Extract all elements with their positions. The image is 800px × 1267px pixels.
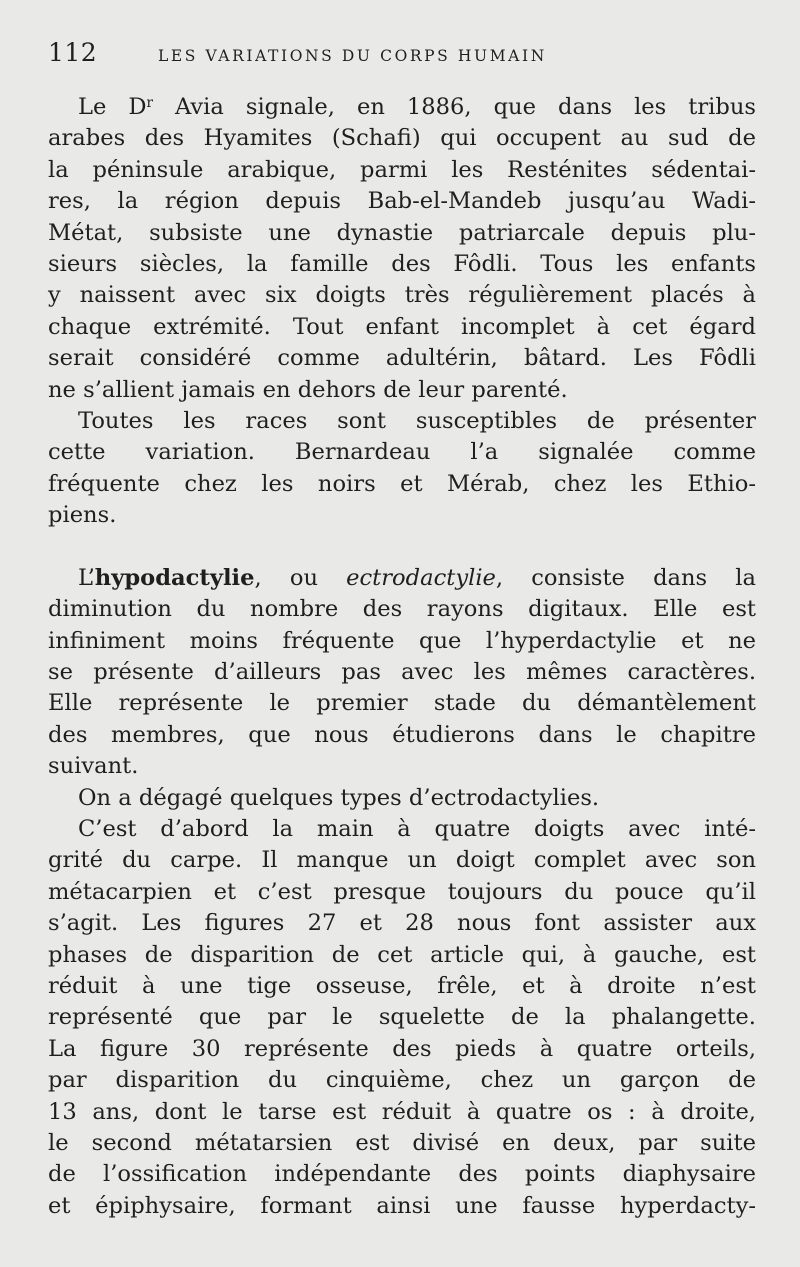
text-line: cette variation. Bernardeau l’a signalée comme bbox=[48, 439, 756, 466]
text-line: Toutes les races sont susceptibles de présenter bbox=[78, 408, 756, 435]
text-line: de l’ossification indépendante des points diaphysaire bbox=[48, 1161, 756, 1188]
text-line: suivant. bbox=[48, 753, 139, 780]
text-line: y naissent avec six doigts très régulièrement placés à bbox=[48, 282, 756, 309]
text-line: fréquente chez les noirs et Mérab, chez les Ethio- bbox=[48, 470, 756, 497]
lead-text: L’ bbox=[78, 564, 95, 591]
running-title: LES VARIATIONS DU CORPS HUMAIN bbox=[158, 47, 547, 65]
text-line: réduit à une tige osseuse, frêle, et à droite n’est bbox=[48, 972, 756, 999]
body-text bbox=[48, 92, 756, 1222]
term-hypodactylie: hypodactylie bbox=[94, 564, 255, 591]
page-header bbox=[48, 38, 756, 78]
paragraph-1 bbox=[48, 92, 756, 123]
text-line: On a dégagé quelques types d’ectrodactylies. bbox=[78, 784, 600, 811]
text-line: la péninsule arabique, parmi les Resténites sédentai- bbox=[48, 156, 756, 183]
text-line: par disparition du cinquième, chez un garçon de bbox=[48, 1067, 756, 1094]
paragraph-4 bbox=[48, 783, 756, 814]
text-line: et épiphysaire, formant ainsi une fausse hyperdacty- bbox=[48, 1192, 756, 1219]
paragraph-2 bbox=[48, 406, 756, 437]
text-line: piens. bbox=[48, 502, 117, 529]
text-line: arabes des Hyamites (Schafi) qui occupent au sud de bbox=[48, 125, 756, 152]
text-segment: , consiste dans la bbox=[495, 564, 756, 591]
text-line: grité du carpe. Il manque un doigt complet avec son bbox=[48, 847, 756, 874]
text-line: phases de disparition de cet article qui, à gauche, est bbox=[48, 941, 756, 968]
text-line: La figure 30 représente des pieds à quatre orteils, bbox=[48, 1035, 756, 1062]
text-line: chaque extrémité. Tout enfant incomplet à cet égard bbox=[48, 313, 756, 340]
text-line: Elle représente le premier stade du démantèlement bbox=[48, 690, 756, 717]
page-number: 112 bbox=[48, 38, 98, 67]
text-line bbox=[48, 92, 756, 123]
text-line: sieurs siècles, la famille des Fôdli. Tous les enfants bbox=[48, 251, 756, 278]
doctor-abbrev: Le D bbox=[78, 94, 147, 120]
doctor-abbrev-superscript: r bbox=[146, 95, 153, 112]
text-line: res, la région depuis Bab-el-Mandeb jusqu’au Wadi- bbox=[48, 188, 756, 215]
text-line: métacarpien et c’est presque toujours du pouce qu’il bbox=[48, 878, 756, 905]
text-line: le second métatarsien est divisé en deux, par suite bbox=[48, 1130, 756, 1156]
paragraph-5 bbox=[48, 814, 756, 845]
text-line: représenté que par le squelette de la phalangette. bbox=[48, 1004, 756, 1031]
text-line: serait considéré comme adultérin, bâtard. Les Fôdli bbox=[48, 345, 756, 372]
text-line: Métat, subsiste une dynastie patriarcale depuis plu- bbox=[48, 219, 756, 246]
text-line: C’est d’abord la main à quatre doigts avec inté- bbox=[78, 815, 756, 842]
text-line: s’agit. Les figures 27 et 28 nous font assister aux bbox=[48, 910, 756, 937]
text-line bbox=[48, 563, 756, 594]
paragraph-3 bbox=[48, 563, 756, 594]
text-line: 13 ans, dont le tarse est réduit à quatre os : à droite, bbox=[48, 1098, 756, 1125]
text-line: se présente d’ailleurs pas avec les mêmes caractères. bbox=[48, 658, 756, 685]
term-ectrodactylie: ectrodactylie bbox=[346, 564, 496, 591]
text-line: des membres, que nous étudierons dans le chapitre bbox=[48, 721, 756, 748]
text-line: infiniment moins fréquente que l’hyperdactylie et ne bbox=[48, 627, 756, 654]
text-line: ne s’allient jamais en dehors de leur parenté. bbox=[48, 376, 568, 403]
text-line-content: Avia signale, en 1886, que dans les tribus bbox=[152, 94, 756, 120]
text-line: diminution du nombre des rayons digitaux. Elle est bbox=[48, 596, 756, 623]
text-segment: , ou bbox=[254, 564, 347, 591]
